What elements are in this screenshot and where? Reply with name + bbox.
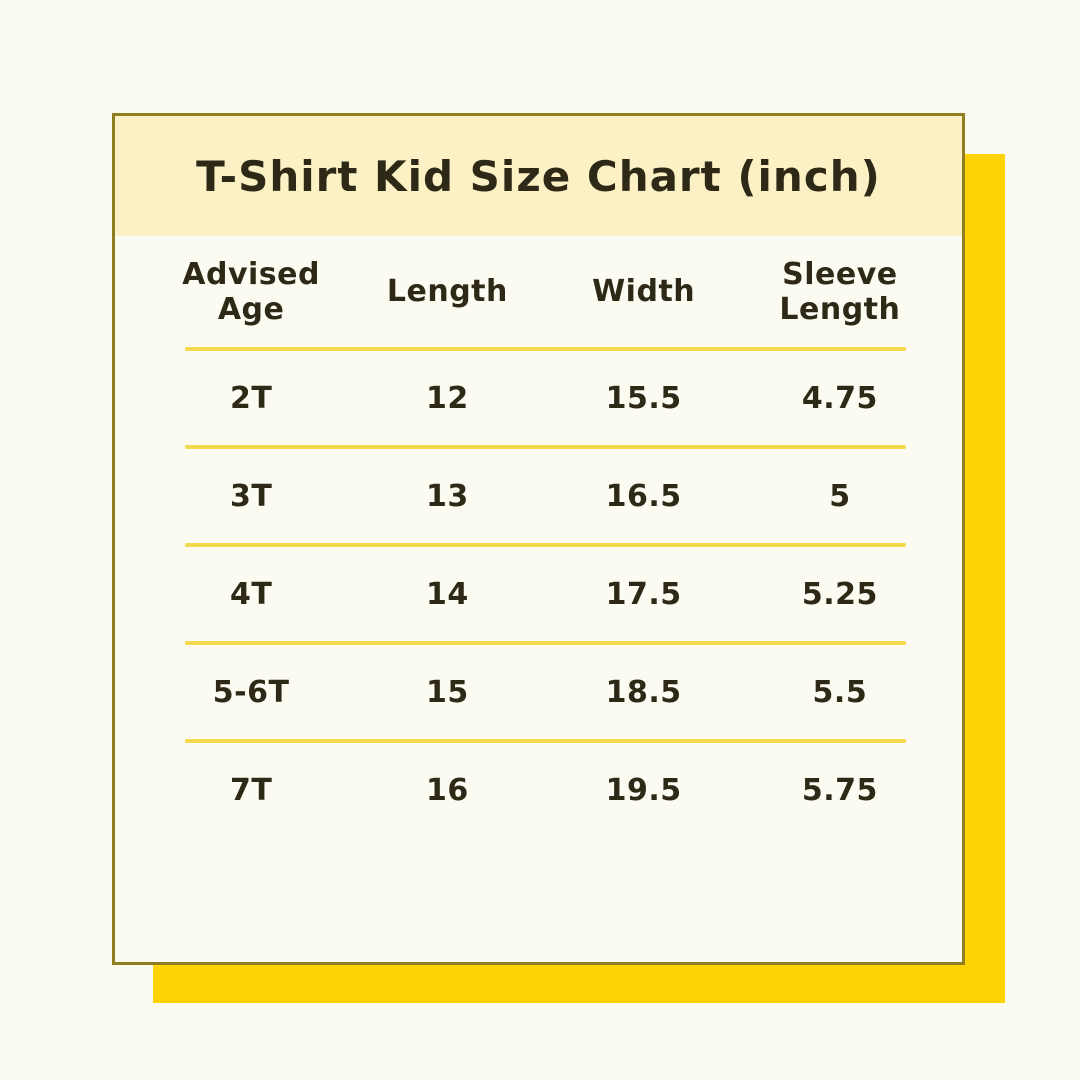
column-header-advised-age: Advised Age bbox=[182, 256, 320, 327]
size-chart-card bbox=[112, 113, 965, 965]
card-header-band bbox=[115, 116, 962, 236]
cell-width: 15.5 bbox=[605, 380, 682, 416]
cell-sleeve-length: 5 bbox=[829, 478, 851, 514]
cell-age: 5-6T bbox=[212, 674, 290, 710]
cell-age: 2T bbox=[229, 380, 273, 416]
cell-sleeve-length: 4.75 bbox=[801, 380, 878, 416]
column-header-width: Width bbox=[592, 274, 696, 309]
cell-length: 16 bbox=[426, 772, 469, 808]
column-header-length: Length bbox=[386, 274, 508, 309]
cell-sleeve-length: 5.5 bbox=[812, 674, 868, 710]
cell-width: 18.5 bbox=[605, 674, 682, 710]
table-header-row bbox=[153, 236, 938, 347]
cell-length: 12 bbox=[426, 380, 469, 416]
cell-width: 16.5 bbox=[605, 478, 682, 514]
cell-length: 15 bbox=[426, 674, 469, 710]
table-row-4t bbox=[153, 547, 938, 641]
cell-age: 7T bbox=[229, 772, 273, 808]
cell-width: 19.5 bbox=[605, 772, 682, 808]
cell-sleeve-length: 5.25 bbox=[801, 576, 878, 612]
table-row-5-6t bbox=[153, 645, 938, 739]
table-row-2t bbox=[153, 351, 938, 445]
cell-age: 4T bbox=[229, 576, 273, 612]
cell-sleeve-length: 5.75 bbox=[801, 772, 878, 808]
cell-age: 3T bbox=[229, 478, 273, 514]
cell-length: 13 bbox=[426, 478, 469, 514]
column-header-sleeve-length: Sleeve Length bbox=[779, 256, 901, 327]
chart-title: T-Shirt Kid Size Chart (inch) bbox=[196, 151, 881, 201]
table-row-3t bbox=[153, 449, 938, 543]
cell-length: 14 bbox=[426, 576, 469, 612]
cell-width: 17.5 bbox=[605, 576, 682, 612]
size-table bbox=[153, 236, 938, 837]
table-row-7t bbox=[153, 743, 938, 837]
